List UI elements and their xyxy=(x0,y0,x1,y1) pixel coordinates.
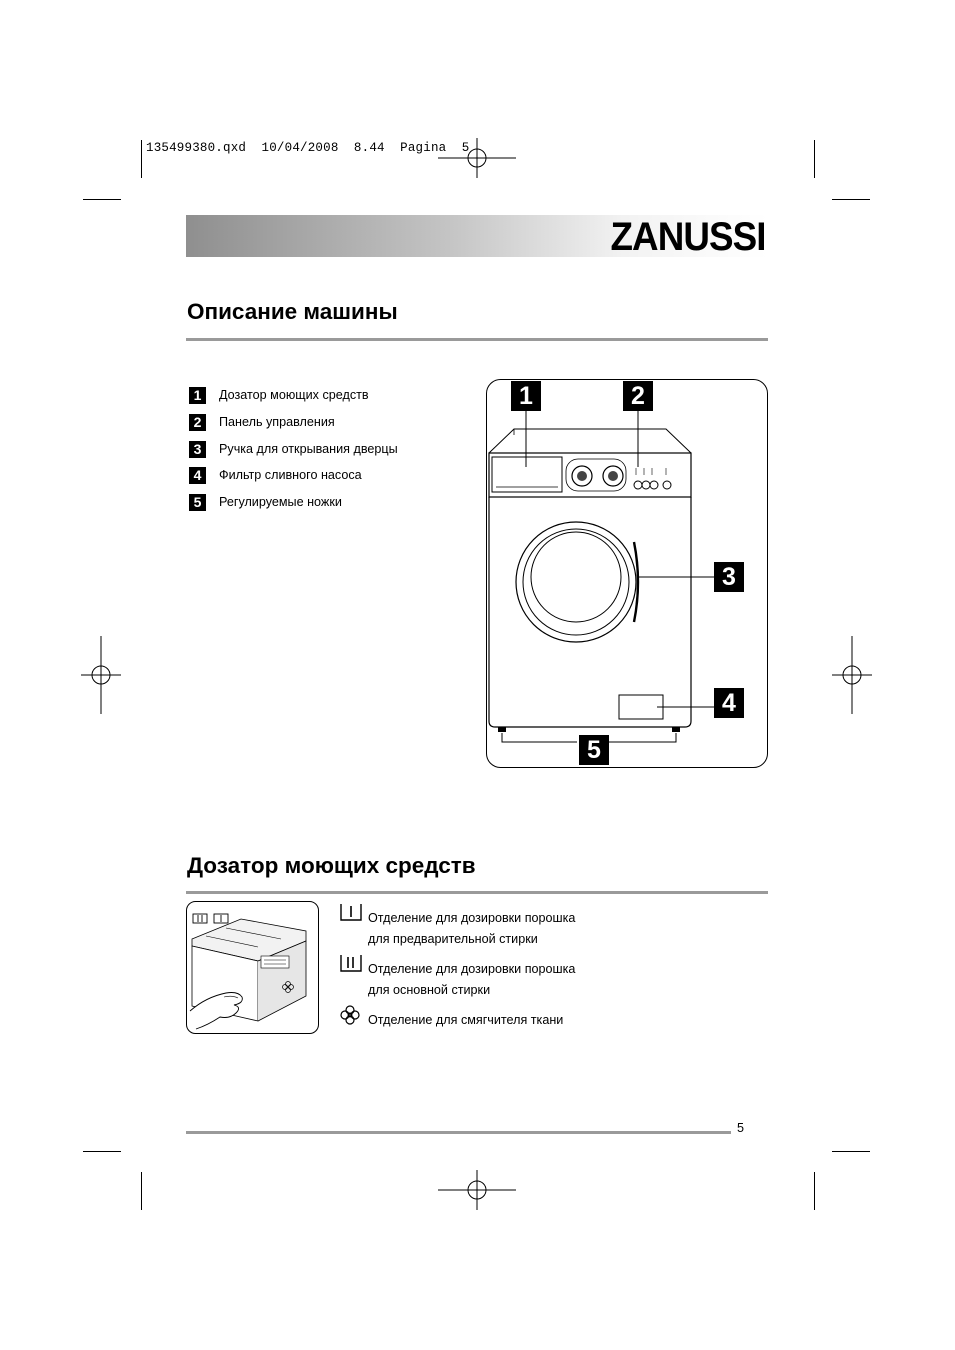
legend-item xyxy=(189,492,342,512)
prewash-compartment-icon xyxy=(340,903,362,921)
section-title: Дозатор моющих средств xyxy=(187,853,476,878)
crop-mark xyxy=(83,199,121,200)
legend-number: 3 xyxy=(189,441,206,458)
machine-diagram xyxy=(486,379,768,768)
crop-mark xyxy=(83,1151,121,1152)
crop-mark xyxy=(832,1151,870,1152)
registration-mark-icon xyxy=(438,1170,516,1210)
legend-item xyxy=(189,465,362,485)
crop-mark xyxy=(814,1172,815,1210)
brand-logo: ZANUSSI xyxy=(610,215,766,259)
registration-mark-icon xyxy=(832,636,872,714)
compartment-description xyxy=(368,1010,563,1031)
legend-item xyxy=(189,412,335,432)
legend-number: 1 xyxy=(189,387,206,404)
section-divider xyxy=(186,891,768,894)
compartment-description xyxy=(368,908,575,950)
legend-label: Дозатор моющих средств xyxy=(219,388,369,402)
mainwash-compartment-icon xyxy=(340,954,362,972)
section-divider xyxy=(186,338,768,341)
print-slug: 135499380.qxd 10/04/2008 8.44 Pagina 5 xyxy=(146,141,470,155)
crop-mark xyxy=(141,1172,142,1210)
compartment-text-line: Отделение для дозировки порошка xyxy=(368,911,576,925)
registration-mark-icon xyxy=(81,636,121,714)
diagram-label: 2 xyxy=(623,381,653,411)
diagram-label: 1 xyxy=(511,381,541,411)
crop-mark xyxy=(814,140,815,178)
softener-flower-icon xyxy=(340,1005,360,1025)
diagram-label: 5 xyxy=(579,735,609,765)
legend-number: 4 xyxy=(189,467,206,484)
legend-label: Ручка для открывания дверцы xyxy=(219,442,398,456)
brand-banner xyxy=(186,215,768,257)
legend-item xyxy=(189,439,398,459)
compartment-description xyxy=(368,959,575,1001)
compartment-text-line: Отделение для дозировки порошка xyxy=(368,962,576,976)
crop-mark xyxy=(832,199,870,200)
section-title: Описание машины xyxy=(187,299,398,324)
legend-label: Регулируемые ножки xyxy=(219,495,342,509)
legend-item xyxy=(189,385,369,405)
dispenser-illustration xyxy=(186,901,319,1034)
compartment-text-line: для основной стирки xyxy=(368,983,491,997)
footer-divider xyxy=(186,1131,731,1134)
compartment-text-line: для предварительной стирки xyxy=(368,932,538,946)
legend-label: Фильтр сливного насоса xyxy=(219,468,362,482)
legend-number: 5 xyxy=(189,494,206,511)
diagram-label: 3 xyxy=(714,562,744,592)
diagram-label: 4 xyxy=(714,688,744,718)
legend-label: Панель управления xyxy=(219,415,335,429)
legend-number: 2 xyxy=(189,414,206,431)
crop-mark xyxy=(141,140,142,178)
compartment-text-line: Отделение для смягчителя ткани xyxy=(368,1013,564,1027)
page-number: 5 xyxy=(737,1121,745,1135)
